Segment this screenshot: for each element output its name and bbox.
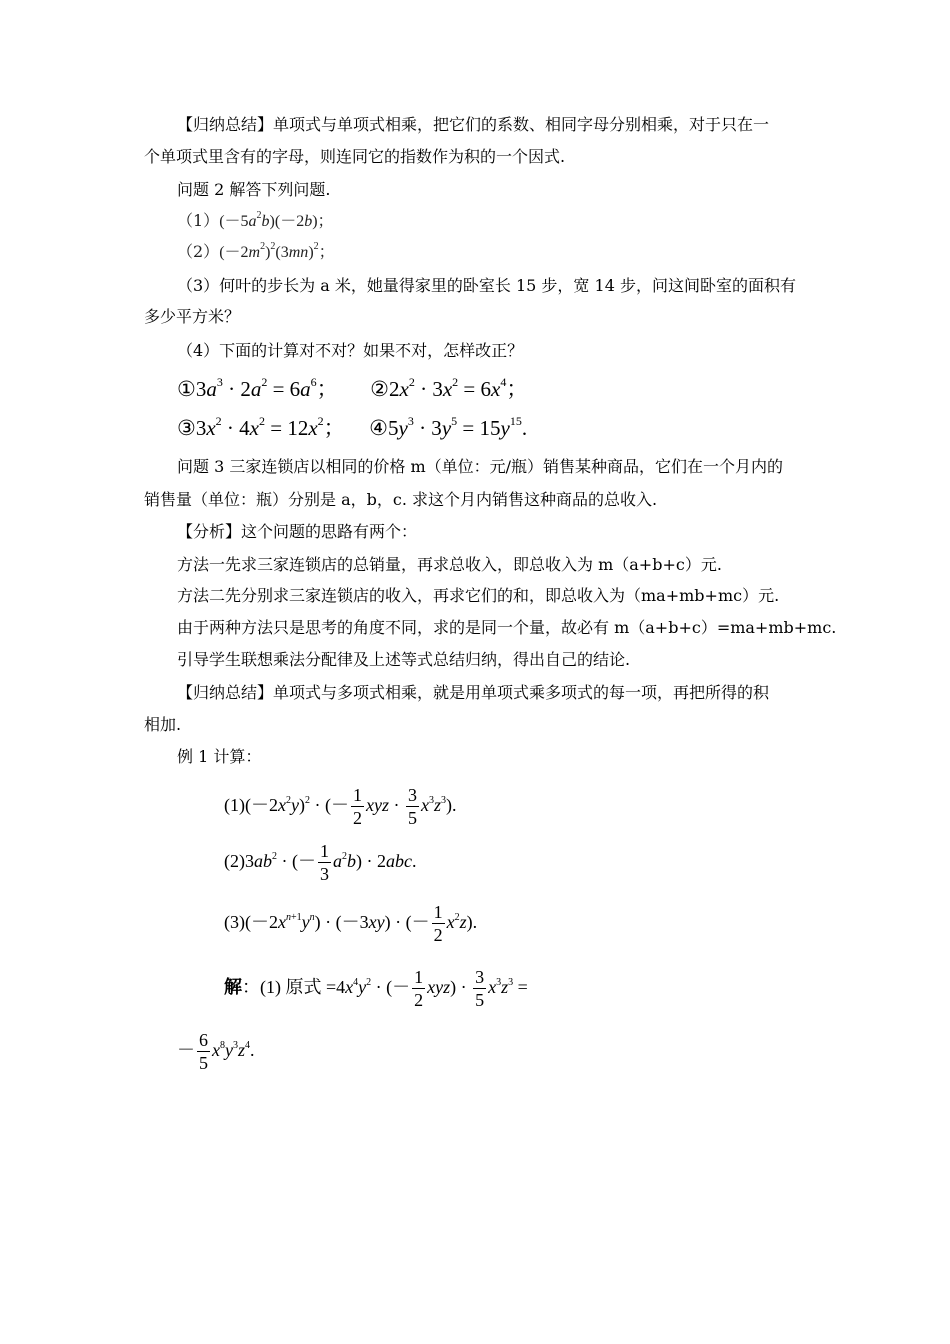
analysis-tag: 【分析】: [177, 522, 242, 541]
example-item-1: $(1)(-2x^2y)^2$ · (－ $\frac{1}{2}$ xyz · $\frac{3}{5}$ $x^3z^3$).: [224, 785, 457, 829]
q2-item-2: $(2)(-2m^2)^2(3mn)^2$；: [177, 241, 335, 261]
summary2-text-a: 单项式与多项式相乘，就是用单项式乘多项式的每一项，再把所得的积: [273, 683, 770, 702]
analysis-text: 这个问题的思路有两个：: [241, 522, 418, 541]
solution-label: 解: [224, 977, 242, 997]
q2-title: 问题 2 解答下列问题.: [177, 180, 331, 199]
example-title: 例 1 计算：: [177, 747, 262, 766]
summary2-line1: [177, 683, 769, 703]
q2-item-3a: （3）何叶的步长为 a 米，她量得家里的卧室长 15 步，宽 14 步，问这间卧室的面积有: [177, 276, 796, 295]
example-item-3: $(3)(-2x^{n+1}y^n) \cdot (-3xy)$ · (－ $\frac{1}{2}$ $x^2z$).: [224, 902, 478, 946]
q3-line1: 问题 3 三家连锁店以相同的价格 m（单位：元/瓶）销售某种商品，它们在一个月内的: [177, 457, 784, 476]
guide-line: 引导学生联想乘法分配律及上述等式总结归纳，得出自己的结论.: [177, 650, 631, 669]
formula-2: $②2x^2 \cdot 3x^2 = 6x^4$；: [370, 375, 528, 401]
q2-item-4: （4）下面的计算对不对？如果不对，怎样改正？: [177, 341, 524, 360]
method-one: 方法一先求三家连锁店的总销量，再求总收入，即总收入为 m（a+b+c）元.: [177, 555, 722, 574]
analysis-line: [177, 522, 417, 542]
example-item-2: $(2)3ab^2$ · (－ $\frac{1}{3}$ $a^2b) \cdot 2abc$.: [224, 841, 417, 885]
q2-item-1: $(1)(-5a^2b)(-2b)$；: [177, 210, 334, 230]
formula-3: $③3x^2 \cdot 4x^2 = 12x^2$；: [177, 414, 345, 440]
solution-line-1: 解：(1) 原式 $=4x^4y^2$ · (－ $\frac{1}{2}$ xyz) · $\frac{3}{5}$ $x^3z^3$ =: [224, 967, 528, 1011]
equality-line: 由于两种方法只是思考的角度不同，求的是同一个量，故必有 m（a+b+c）=ma+mb+mc.: [177, 618, 837, 637]
method-two: 方法二先分别求三家连锁店的收入，再求它们的和，即总收入为（ma+mb+mc）元.: [177, 586, 780, 605]
summary1-text-a: 单项式与单项式相乘，把它们的系数、相同字母分别相乘，对于只在一: [273, 115, 770, 134]
summary1-line1: [177, 115, 769, 135]
formula-1: $①3a^3 \cdot 2a^2 = 6a^6$；: [177, 375, 338, 401]
summary2-tag: 【归纳总结】: [177, 683, 274, 702]
formula-row-1: [177, 376, 527, 402]
solution-prefix: ：(1) 原式 =: [242, 977, 337, 997]
formula-4: $④5y^3 \cdot 3y^5 = 15y^{15}$.: [369, 414, 528, 440]
q2-item-3b: 多少平方米？: [144, 307, 241, 326]
summary2-line2: 相加.: [144, 715, 182, 734]
formula-row-2: [177, 415, 527, 441]
summary1-line2: 个单项式里含有的字母，则连同它的指数作为积的一个因式.: [144, 147, 566, 166]
q3-line2: 销售量（单位：瓶）分别是 a，b，c. 求这个月内销售这种商品的总收入.: [144, 490, 658, 509]
summary1-tag: 【归纳总结】: [177, 115, 274, 134]
solution-line-2: － $\frac{6}{5}$ $x^8y^3z^4$.: [177, 1030, 255, 1074]
